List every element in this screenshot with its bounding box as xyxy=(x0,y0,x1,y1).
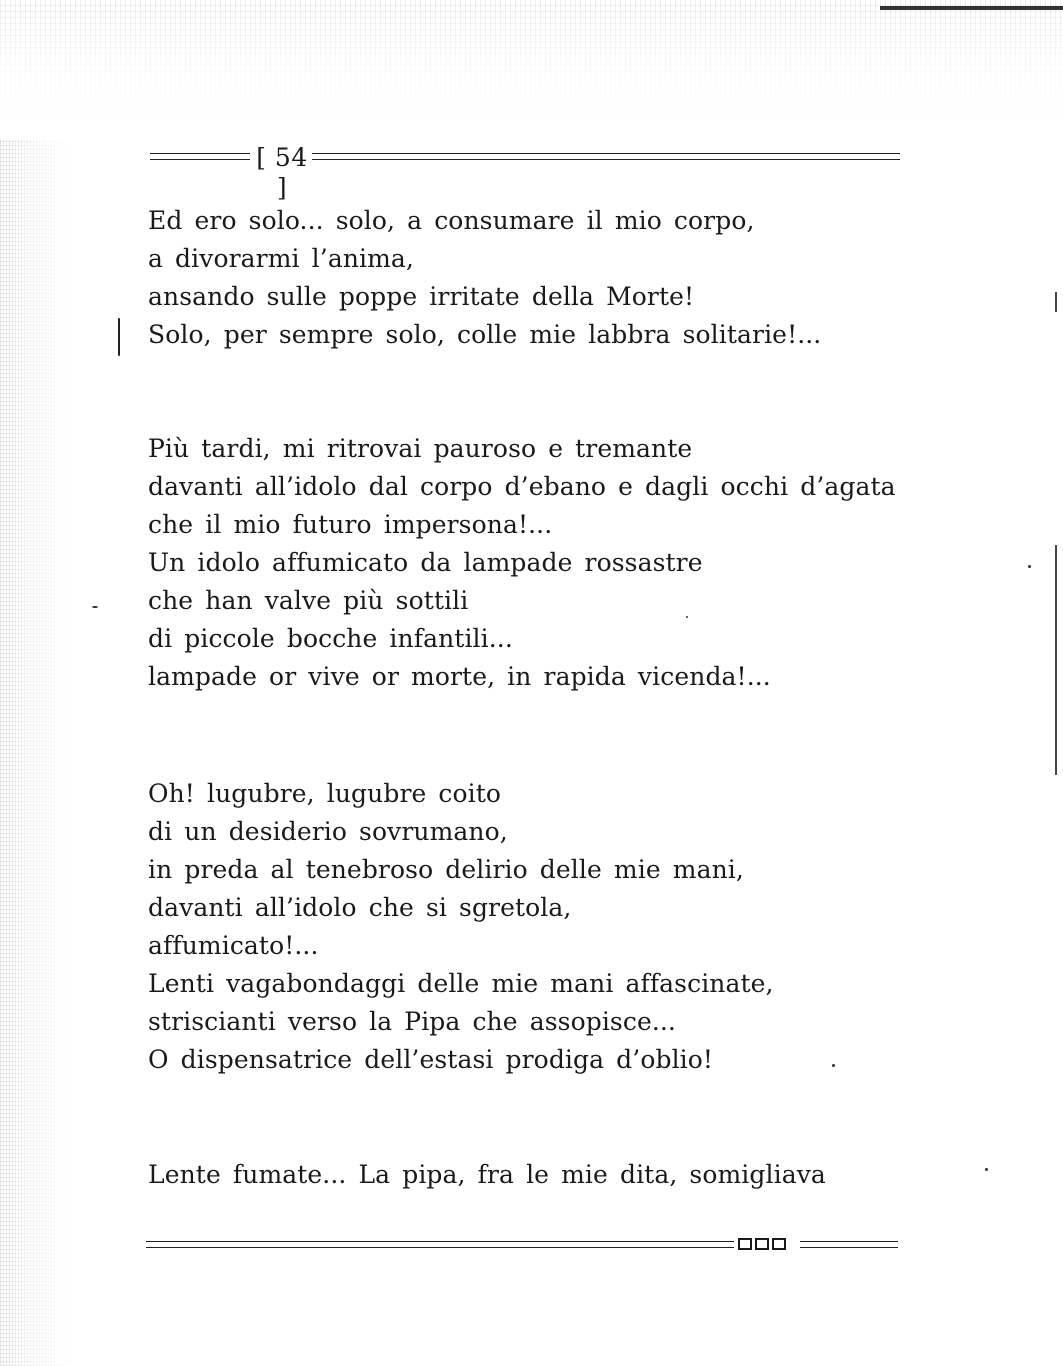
page-number: [ 54 ] xyxy=(256,143,308,202)
poem-line: di piccole bocche infantili... xyxy=(148,624,513,653)
ornament-square-icon xyxy=(772,1238,786,1250)
stanza-2 xyxy=(148,430,896,696)
scan-speck xyxy=(832,1064,835,1067)
poem-line: affumicato!... xyxy=(148,931,319,960)
poem-line: in preda al tenebroso delirio delle mie mani, xyxy=(148,855,744,884)
scan-noise-left xyxy=(0,140,70,1366)
scan-speck xyxy=(92,606,98,608)
poem-line: ansando sulle poppe irritate della Morte! xyxy=(148,282,695,311)
poem-line: che il mio futuro impersona!... xyxy=(148,510,553,539)
poem-line: Lenti vagabondaggi delle mie mani affascinate, xyxy=(148,969,774,998)
footer-rule-right xyxy=(800,1241,898,1248)
scan-edge-rule xyxy=(880,6,1063,10)
header-rule-right xyxy=(312,153,900,160)
scan-speck xyxy=(686,616,688,618)
page-footer xyxy=(146,1233,898,1259)
ornament-square-icon xyxy=(755,1238,769,1250)
poem-line: di un desiderio sovrumano, xyxy=(148,817,508,846)
poem-line: Ed ero solo... solo, a consumare il mio corpo, xyxy=(148,206,755,235)
footer-rule-left xyxy=(146,1241,734,1248)
poem-line: che han valve più sottili xyxy=(148,586,469,615)
poem-line: a divorarmi l’anima, xyxy=(148,244,414,273)
page-header xyxy=(150,143,900,202)
scan-speck xyxy=(985,1168,988,1171)
scan-edge-mark xyxy=(1055,292,1057,312)
stanza-3 xyxy=(148,775,774,1079)
stanza-4 xyxy=(148,1156,826,1194)
footer-ornament xyxy=(738,1238,786,1250)
scan-edge-mark xyxy=(1055,545,1057,775)
poem-line: O dispensatrice dell’estasi prodiga d’oblio! xyxy=(148,1045,714,1074)
scan-noise-top xyxy=(0,0,1063,120)
poem-line: striscianti verso la Pipa che assopisce... xyxy=(148,1007,676,1036)
poem-line: Oh! lugubre, lugubre coito xyxy=(148,779,502,808)
poem-line: Solo, per sempre solo, colle mie labbra solitarie!... xyxy=(148,320,822,349)
header-rule-left xyxy=(150,153,250,160)
poem-line: davanti all’idolo dal corpo d’ebano e dagli occhi d’agata xyxy=(148,472,896,501)
poem-line: lampade or vive or morte, in rapida vicenda!... xyxy=(148,662,771,691)
scan-speck xyxy=(1028,565,1031,568)
poem-line: Lente fumate... La pipa, fra le mie dita, somigliava xyxy=(148,1160,826,1189)
poem-line: Più tardi, mi ritrovai pauroso e tremante xyxy=(148,434,693,463)
ornament-square-icon xyxy=(738,1238,752,1250)
margin-mark xyxy=(118,318,120,356)
stanza-1 xyxy=(148,202,821,354)
poem-line: Un idolo affumicato da lampade rossastre xyxy=(148,548,703,577)
poem-line: davanti all’idolo che si sgretola, xyxy=(148,893,572,922)
